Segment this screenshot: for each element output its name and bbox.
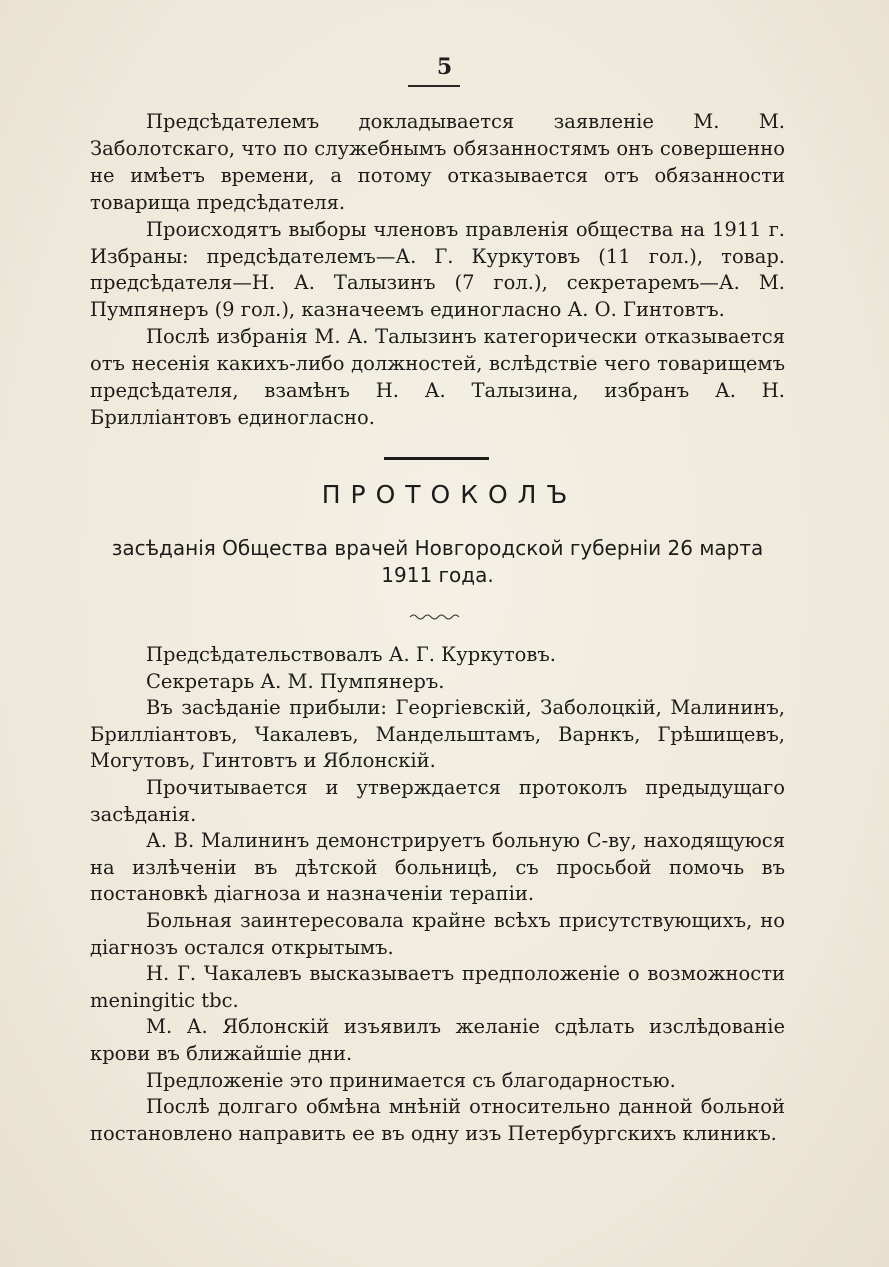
paragraph-secretary: Секретарь А. М. Пумпянеръ. (146, 669, 445, 693)
paragraph-chair: Предсѣдательствовалъ А. Г. Куркутовъ. (146, 643, 556, 666)
paragraph-diagnosis: Больная заинтересовала крайне всѣхъ присутствующихъ, но діагнозъ остался открытымъ. (90, 908, 785, 959)
paragraph-blood-test: М. А. Яблонскій изъявилъ желаніе сдѣлать изслѣдованіе крови въ ближайшіе дни. (90, 1015, 785, 1065)
page-number-underline (408, 85, 460, 87)
minutes-text-top (90, 109, 785, 432)
protocol-subtitle: засѣданія Общества врачей Новгородской губерніи 26 марта 1911 года. (111, 536, 764, 587)
page-number: 5 (436, 54, 453, 80)
protocol-heading: ПРОТОКОЛЪ (321, 480, 578, 509)
paragraph-demonstration: А. В. Малининъ демонстрируетъ больную С-ву, находящуюся на излѣченіи въ дѣтской больницѣ, съ просьбой помочь въ постановкѣ діагноза и назначеніи терапіи. (90, 829, 785, 906)
wavy-divider (409, 612, 461, 622)
paragraph-elections: Происходятъ выборы членовъ правленія общества на 1911 г. Избраны: предсѣдателемъ—А. Г. Куркутовъ (11 гол.), товар. предсѣдателя—Н. А. Талызинъ (7 гол.), секретаремъ—А. М. Пумпянеръ (9 гол.), казначеемъ единогласно А. О. Гинтовтъ. (90, 217, 785, 322)
paragraph-accepted: Предложеніе это принимается съ благодарностью. (146, 1068, 676, 1092)
minutes-text-bottom (90, 642, 785, 1147)
paragraph-replacement: Послѣ избранія М. А. Талызинъ категорически отказывается отъ несенія какихъ-либо должностей, вслѣдствіе чего товарищемъ предсѣдателя, взамѣнъ Н. А. Талызина, избранъ А. Н. Бриллiантовъ единогласно. (90, 325, 785, 429)
paragraph-meningitis: Н. Г. Чакалевъ высказываетъ предположеніе о возможности meningitic tbc. (90, 962, 785, 1012)
paragraph-attendees: Въ засѣданіе прибыли: Георгіевскій, Заболоцкій, Малининъ, Бриллiантовъ, Чакалевъ, Мандельштамъ, Варнкъ, Грѣшищевъ, Могутовъ, Гинтовтъ и Яблонскій. (90, 696, 785, 773)
paragraph-decision: Послѣ долгаго обмѣна мнѣній относительно данной больной постановлено направить ее въ одну изъ Петербургскихъ клиникъ. (90, 1095, 785, 1145)
paragraph-resignation: Предсѣдателемъ докладывается заявленіе М. М. Заболотскаго, что по служебнымъ обязанностямъ онъ совершенно не имѣетъ времени, а потому отказывается отъ обязанности товарища предсѣдателя. (90, 110, 785, 214)
paragraph-previous-minutes: Прочитывается и утверждается протоколъ предыдущаго засѣданія. (90, 775, 785, 826)
section-separator (384, 457, 489, 460)
